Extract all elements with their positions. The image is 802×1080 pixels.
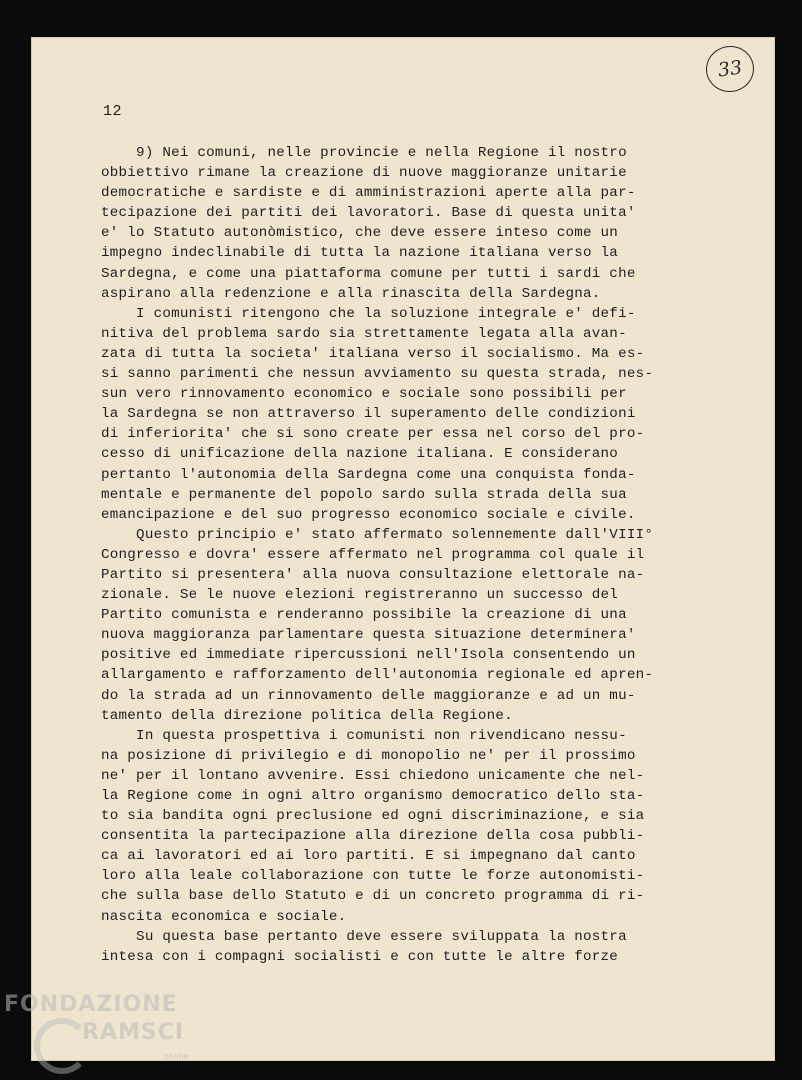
text-line: Congresso e dovra' essere affermato nel programma col quale il xyxy=(101,546,645,563)
text-line: 9) Nei comuni, nelle provincie e nella Regione il nostro xyxy=(101,145,627,161)
text-line: to sia bandita ogni preclusione ed ogni discriminazione, e sia xyxy=(101,808,645,825)
text-line: ca ai lavoratori ed ai loro partiti. E si impegnano dal canto xyxy=(101,848,636,865)
text-line: zionale. Se le nuove elezioni registreranno un successo del xyxy=(101,587,619,604)
text-line: la Regione come in ogni altro organismo democratico dello sta- xyxy=(101,788,645,804)
text-line: si sanno parimenti che nessun avviamento su questa strada, nes- xyxy=(101,366,654,383)
text-line: nuova maggioranza parlamentare questa situazione determinera' xyxy=(101,627,636,644)
watermark-line-2: RAMSCI xyxy=(82,1020,185,1045)
text-line: nitiva del problema sardo sia strettamente legata alla avan- xyxy=(101,325,627,342)
text-line: ne' per il lontano avvenire. Essi chiedono unicamente che nel- xyxy=(101,767,645,784)
text-line: In questa prospettiva i comunisti non rivendicano nessu- xyxy=(101,727,627,744)
text-line: intesa con i compagni socialisti e con tutte le altre forze xyxy=(101,948,619,965)
archive-number-stamp: 33 xyxy=(703,43,757,95)
text-line: positive ed immediate ripercussioni nell'Isola consentendo un xyxy=(101,647,636,664)
watermark-line-3: online xyxy=(164,1052,189,1061)
watermark-line-1: FONDAZIONE xyxy=(4,992,178,1017)
text-line: democratiche e sardiste e di amministrazioni aperte alla par- xyxy=(101,185,636,202)
page-number: 12 xyxy=(103,103,123,120)
text-line: emancipazione e del suo progresso economico sociale e civile. xyxy=(101,506,636,523)
text-line: di inferiorita' che si sono create per essa nel corso del pro- xyxy=(101,426,645,443)
text-line: Sardegna, e come una piattaforma comune per tutti i sardi che xyxy=(101,265,636,282)
text-line: obbiettivo rimane la creazione di nuove maggioranze unitarie xyxy=(101,165,627,182)
text-line: tamento della direzione politica della Regione. xyxy=(101,707,513,724)
text-line: I comunisti ritengono che la soluzione integrale e' defi- xyxy=(101,305,636,322)
text-line: cesso di unificazione della nazione italiana. E considerano xyxy=(101,446,619,463)
text-line: Partito si presentera' alla nuova consultazione elettorale na- xyxy=(101,566,645,583)
text-line: allargamento e rafforzamento dell'autonomia regionale ed apren- xyxy=(101,667,654,684)
text-line: consentita la partecipazione alla direzione della cosa pubbli- xyxy=(101,828,645,845)
text-line: impegno indeclinabile di tutta la nazione italiana verso la xyxy=(101,245,619,262)
text-line: na posizione di privilegio e di monopolio ne' per il prossimo xyxy=(101,747,636,764)
text-line: tecipazione dei partiti dei lavoratori. Base di questa unita' xyxy=(101,205,636,222)
text-line: Questo principio e' stato affermato solennemente dall'VIII° xyxy=(101,526,654,543)
text-line: do la strada ad un rinnovamento delle maggioranze e ad un mu- xyxy=(101,687,636,704)
text-line: Partito comunista e renderanno possibile la creazione di una xyxy=(101,607,627,624)
document-page xyxy=(31,37,775,1061)
text-line: nascita economica e sociale. xyxy=(101,908,347,925)
text-line: Su questa base pertanto deve essere sviluppata la nostra xyxy=(101,928,627,945)
text-line: e' lo Statuto autonòmistico, che deve essere inteso come un xyxy=(101,225,619,242)
text-line: sun vero rinnovamento economico e sociale sono possibili per xyxy=(101,386,627,403)
fondazione-gramsci-watermark xyxy=(4,992,204,1078)
text-line: che sulla base dello Statuto e di un concreto programma di ri- xyxy=(101,888,645,905)
text-line: pertanto l'autonomia della Sardegna come una conquista fonda- xyxy=(101,466,636,483)
text-line: zata di tutta la societa' italiana verso il socialismo. Ma es- xyxy=(101,345,645,362)
text-line: loro alla leale collaborazione con tutte le forze autonomisti- xyxy=(101,868,645,885)
text-line: la Sardegna se non attraverso il superamento delle condizioni xyxy=(101,406,636,423)
text-line: mentale e permanente del popolo sardo sulla strada della sua xyxy=(101,486,627,503)
typed-body-text xyxy=(101,143,709,967)
text-line: aspirano alla redenzione e alla rinascita della Sardegna. xyxy=(101,285,601,302)
